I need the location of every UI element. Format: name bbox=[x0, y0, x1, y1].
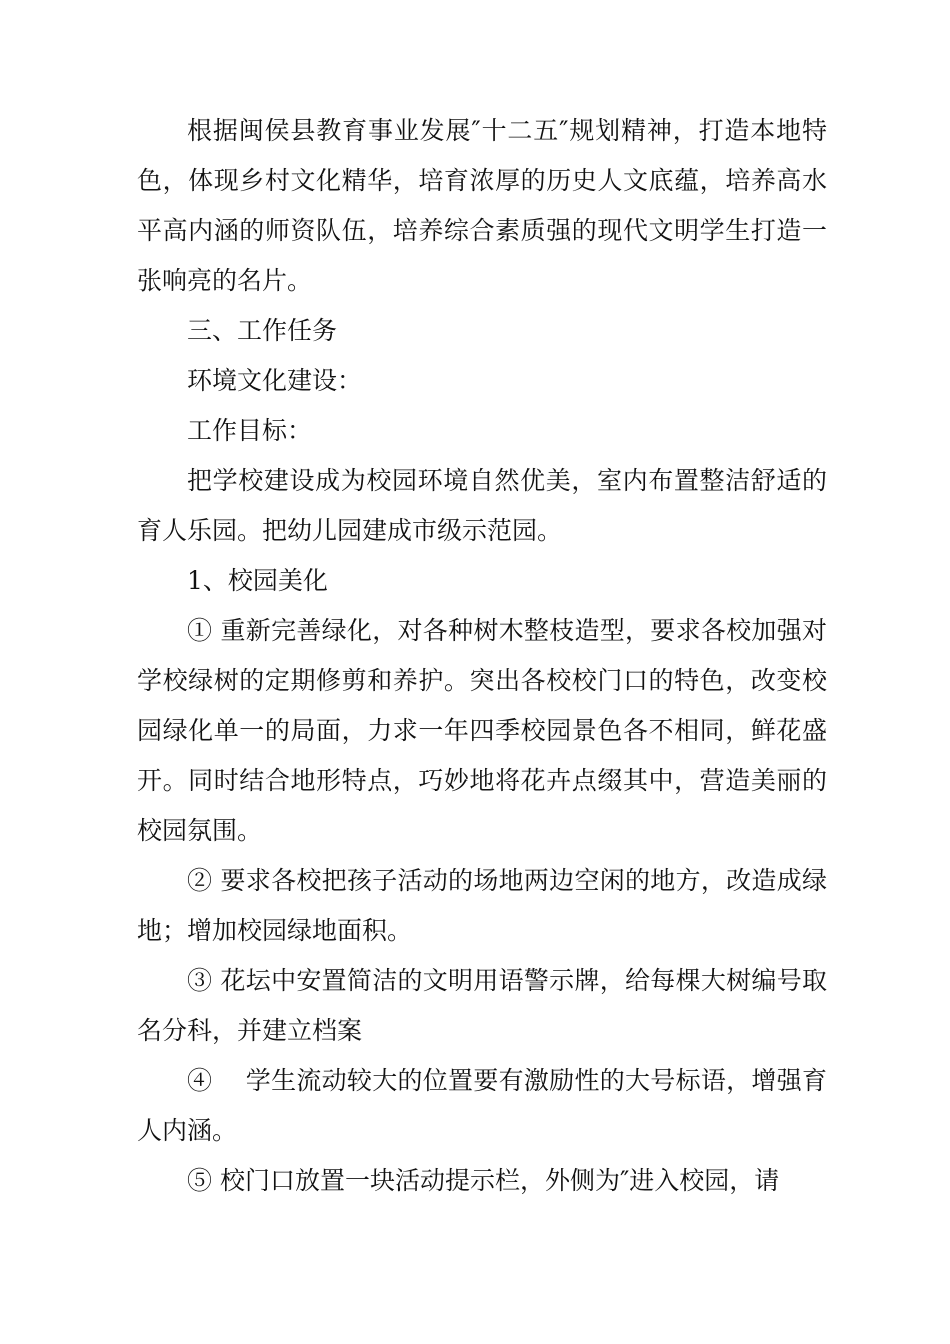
list-item-1: ① 重新完善绿化，对各种树木整枝造型，要求各校加强对学校绿树的定期修剪和养护。突出各校校门口的特色，改变校园绿化单一的局面，力求一年四季校园景色各不相同，鲜花盛开。同时结合地形特点，巧妙地将花卉点缀其中，营造美丽的校园氛围。 bbox=[137, 616, 827, 845]
paragraph-intro: 根据闽侯县教育事业发展″十二五″规划精神，打造本地特色，体现乡村文化精华，培育浓厚的历史人文底蕴，培养高水平高内涵的师资队伍，培养综合素质强的现代文明学生打造一张响亮的名片。 bbox=[137, 116, 827, 295]
list-item-2: ② 要求各校把孩子活动的场地两边空闲的地方，改造成绿地；增加校园绿地面积。 bbox=[137, 866, 827, 945]
heading-work-tasks: 三、工作任务 bbox=[187, 316, 338, 345]
list-item-5: ⑤ 校门口放置一块活动提示栏，外侧为″进入校园，请 bbox=[187, 1166, 780, 1195]
heading-environment-culture: 环境文化建设： bbox=[187, 366, 363, 395]
list-item-4: ④ 学生流动较大的位置要有激励性的大号标语，增强育人内涵。 bbox=[137, 1066, 827, 1145]
heading-work-goals: 工作目标： bbox=[187, 416, 313, 445]
list-item-3: ③ 花坛中安置简洁的文明用语警示牌，给每棵大树编号取名分科，并建立档案 bbox=[137, 966, 827, 1045]
paragraph-goals: 把学校建设成为校园环境自然优美，室内布置整洁舒适的育人乐园。把幼儿园建成市级示范园。 bbox=[137, 466, 827, 545]
heading-campus-beautify: 1、校园美化 bbox=[187, 566, 328, 595]
document-body bbox=[137, 106, 827, 1206]
